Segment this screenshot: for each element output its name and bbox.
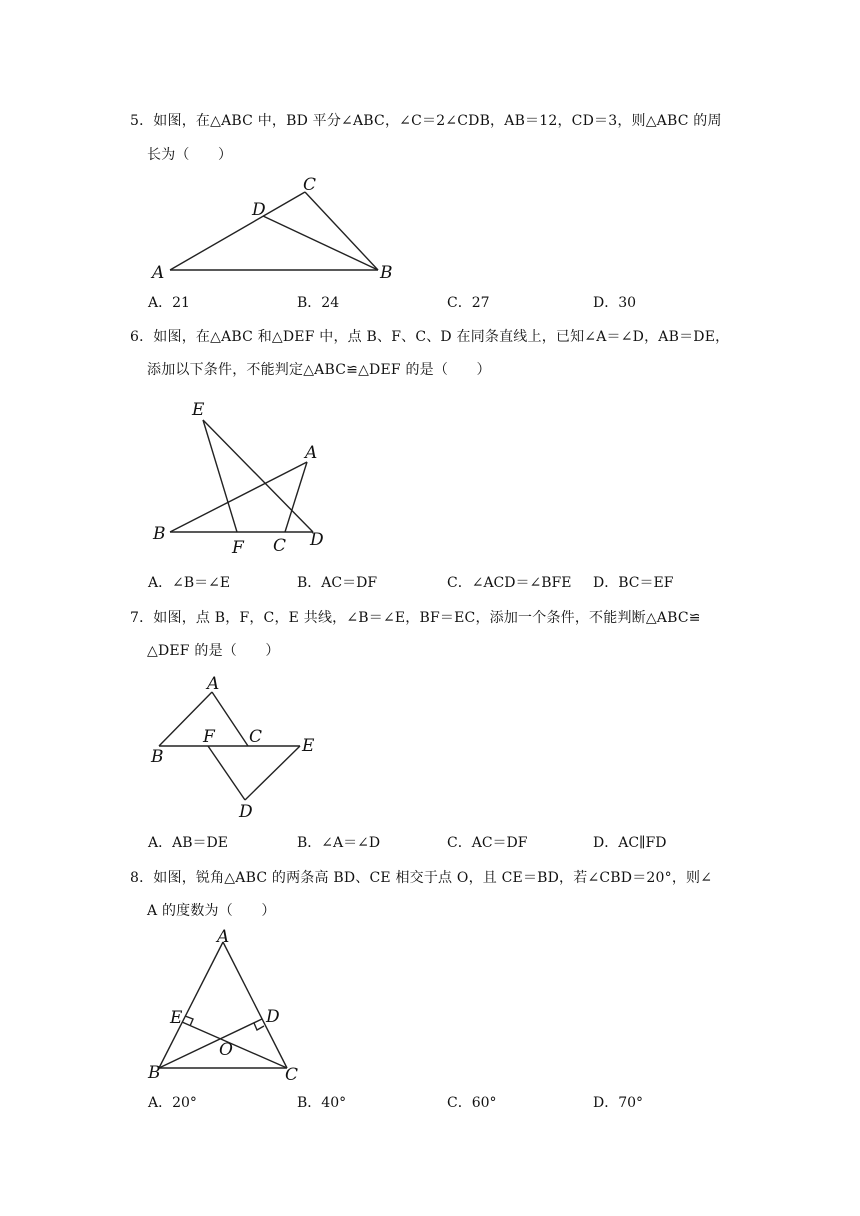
q7-option-b: B．∠A＝∠D: [297, 835, 381, 851]
q7-figure: [145, 672, 335, 822]
q5-segment-ac: [170, 192, 305, 270]
q8-option-d: D．70°: [593, 1095, 644, 1111]
q8-option-b: B．40°: [297, 1095, 347, 1111]
q8-label-o: O: [219, 1040, 233, 1060]
q8-option-a: A．20°: [148, 1095, 197, 1111]
q5-label-a: A: [152, 263, 165, 283]
q7-option-c: C．AC＝DF: [447, 835, 528, 851]
q8-figure: [140, 925, 310, 1085]
q7-label-f: F: [203, 727, 215, 747]
q6-label-a: A: [305, 443, 318, 463]
q7-label-c: C: [249, 727, 263, 747]
q7-label-d: D: [239, 802, 253, 822]
q6-option-d: D．BC＝EF: [593, 575, 674, 591]
q6-label-c: C: [273, 536, 287, 556]
q6-label-b: B: [153, 524, 166, 544]
q5-text-line2: 长为（ ）: [147, 147, 233, 163]
q6-label-d: D: [310, 530, 324, 550]
q6-label-f: F: [232, 538, 244, 558]
q5-text-line1: 5．如图，在△ABC 中，BD 平分∠ABC，∠C＝2∠CDB，AB＝12，CD＝3，则△ABC 的周: [130, 113, 722, 129]
q6-option-a: A．∠B＝∠E: [148, 575, 231, 591]
q8-label-a: A: [217, 927, 230, 947]
q5-segment-bd: [263, 216, 378, 270]
q8-text-line2: A 的度数为（ ）: [147, 903, 276, 919]
q8-label-b: B: [148, 1063, 161, 1083]
q7-segment-fd: [208, 746, 245, 800]
q5-segment-cb: [305, 192, 378, 270]
q8-text-line1: 8．如图，锐角△ABC 的两条高 BD、CE 相交于点 O，且 CE＝BD，若∠CBD＝20°，则∠: [130, 870, 713, 886]
q5-option-d: D．30: [593, 295, 637, 311]
q8-segment-ab: [159, 942, 223, 1068]
q5-label-d: D: [252, 200, 266, 220]
q6-option-c: C．∠ACD＝∠BFE: [447, 575, 572, 591]
q6-label-e: E: [192, 400, 205, 420]
q6-figure: [145, 395, 345, 558]
q8-label-d: D: [266, 1007, 280, 1027]
q6-option-b: B．AC＝DF: [297, 575, 378, 591]
q7-label-e: E: [302, 736, 315, 756]
q7-label-a: A: [207, 674, 220, 694]
q7-text-line1: 7．如图，点 B，F，C，E 共线，∠B＝∠E，BF＝EC，添加一个条件，不能判断△ABC≌: [130, 610, 701, 626]
q7-option-d: D．AC∥FD: [593, 835, 667, 851]
q7-segment-de: [245, 746, 300, 800]
q7-text-line2: △DEF 的是（ ）: [147, 643, 280, 659]
q7-segment-ac: [212, 692, 248, 746]
q5-option-c: C．27: [447, 295, 490, 311]
q7-option-a: A．AB＝DE: [148, 835, 228, 851]
q7-label-b: B: [151, 747, 164, 767]
q6-segment-ba: [170, 462, 307, 532]
q5-option-a: A．21: [148, 295, 190, 311]
q6-segment-ac: [285, 462, 307, 532]
q5-label-b: B: [380, 263, 393, 283]
q8-right-angle-d: [254, 1023, 264, 1030]
q8-option-c: C．60°: [447, 1095, 497, 1111]
q8-segment-ce: [182, 1022, 287, 1068]
q5-option-b: B．24: [297, 295, 340, 311]
q6-text-line2: 添加以下条件，不能判定△ABC≌△DEF 的是（ ）: [147, 362, 491, 378]
q8-label-e: E: [170, 1008, 183, 1028]
q8-label-c: C: [285, 1065, 299, 1085]
q6-text-line1: 6．如图，在△ABC 和△DEF 中，点 B、F、C、D 在同条直线上，已知∠A＝∠D，AB＝DE，: [130, 329, 730, 345]
q5-label-c: C: [303, 175, 317, 195]
q5-figure: [140, 170, 410, 285]
